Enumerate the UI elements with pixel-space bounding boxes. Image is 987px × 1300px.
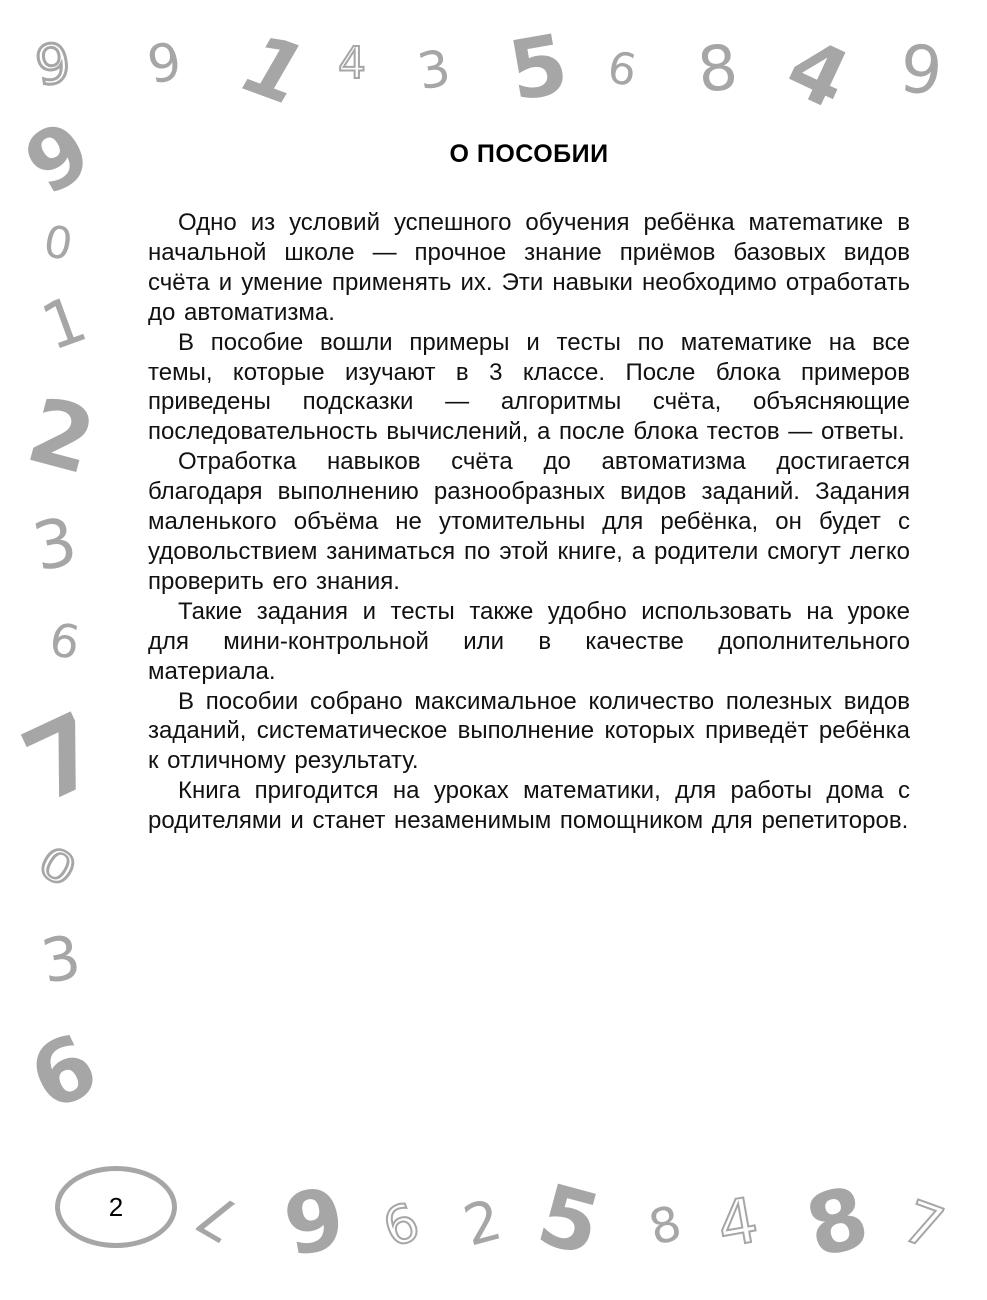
digit-decoration-icon: 8: [796, 1167, 879, 1277]
digit-decoration-icon: 2: [17, 377, 106, 496]
paragraph: Одно из условий успешного обучения ребёнка матеmатике в начальной школе — прочное знание приёмов базовых видов счёта и умение применять их. Эти навыки необходимо отработать до автоматизма.: [148, 209, 910, 326]
digit-decoration-icon: 4: [773, 19, 863, 128]
paragraph: В пособие вошли примеры и тесты по математике на все темы, которые изучают в 3 классе. После блока примеров приведены подсказки — алгоритмы счёта, объясняющие последовательность вычислений, а после блока тестов — ответы.: [148, 328, 910, 446]
digit-decoration-icon: 4: [711, 1183, 764, 1262]
page-number-badge: [55, 1166, 177, 1248]
digit-decoration-icon: 8: [643, 1195, 688, 1257]
digit-decoration-icon: 0: [29, 836, 85, 898]
digit-decoration-icon: 0: [39, 215, 77, 272]
digit-decoration-icon: 9: [276, 1168, 352, 1276]
paragraph: Такие задания и тесты также удобно использовать на уроке для мини-контрольной или в качестве дополнительного материала.: [148, 597, 910, 685]
digit-decoration-icon: 9: [9, 103, 107, 214]
digit-decoration-icon: 2: [457, 1187, 509, 1260]
digit-decoration-icon: 9: [896, 30, 946, 111]
digit-decoration-icon: 3: [36, 922, 86, 998]
digit-decoration-icon: 9: [31, 30, 75, 99]
digit-decoration-icon: 5: [528, 1165, 611, 1275]
digit-decoration-icon: 6: [45, 611, 84, 671]
digit-decoration-icon: 1: [222, 19, 325, 123]
digit-decoration-icon: 7: [6, 689, 119, 826]
paragraph: В пособии собрано максимальное количество полезных видов заданий, систематическое выполнение которых приведёт ребёнка к отличному результату.: [148, 687, 910, 775]
page-number: 2: [108, 1191, 124, 1222]
digit-decoration-icon: 3: [26, 502, 84, 587]
digit-decoration-icon: 9: [143, 31, 187, 97]
digit-decoration-icon: 5: [502, 16, 575, 121]
body-text: [148, 208, 910, 836]
digit-decoration-icon: 4: [338, 38, 366, 89]
digit-decoration-icon: 6: [603, 41, 641, 98]
page-title: О ПОСОБИИ: [449, 140, 609, 168]
paragraph: Отработка навыков счёта до автоматизма достигается благодаря выполнению разнообразных видов заданий. Задания маленького объёма не утомительны для ребёнка, он будет с удовольствием заниматься по этой книге, а родители смогут легко проверить его знания.: [148, 448, 910, 595]
digit-decoration-icon: 7: [185, 1178, 252, 1256]
digit-decoration-icon: 6: [15, 1015, 113, 1131]
digit-decoration-icon: 3: [413, 38, 455, 102]
digit-decoration-icon: 8: [694, 30, 742, 107]
digit-decoration-icon: 6: [375, 1192, 428, 1260]
digit-decoration-icon: 7: [894, 1186, 953, 1264]
digit-decoration-icon: 1: [32, 282, 97, 366]
paragraph: Книга пригодится на уроках математики, для работы дома с родителями и станет незаменимым помощником для репетиторов.: [148, 777, 910, 835]
